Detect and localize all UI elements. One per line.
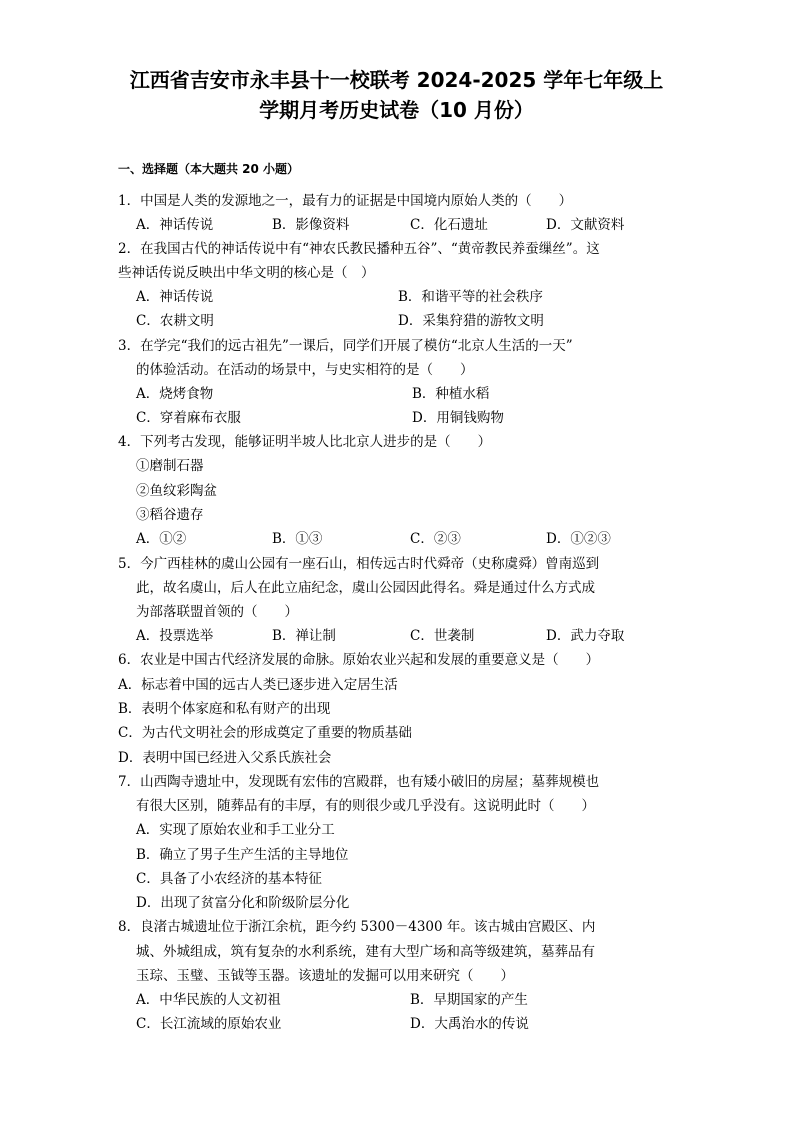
option-d: D．采集狩猎的游牧文明: [398, 313, 544, 329]
item-2: ②鱼纹彩陶盆: [136, 483, 217, 499]
item-3: ③稻谷遗存: [136, 507, 204, 523]
question-stem-cont-2: 玉琮、玉璧、玉钺等玉器。该遗址的发掘可以用来研究（ ）: [136, 968, 514, 984]
option-b: B．表明个体家庭和私有财产的出现: [118, 701, 331, 717]
option-a: A．烧烤食物: [136, 386, 214, 402]
option-c: C．世袭制: [410, 628, 475, 644]
option-a: A．神话传说: [136, 289, 214, 305]
option-a: A．中华民族的人文初祖: [136, 992, 281, 1008]
question-stem-cont-2: 为部落联盟首领的（ ）: [136, 604, 298, 620]
question-stem: 5．今广西桂林的虞山公园有一座石山，相传远古时代舜帝（史称虞舜）曾南巡到: [118, 556, 600, 572]
section-heading: 一、选择题（本大题共 20 小题）: [118, 162, 300, 176]
option-d: D．出现了贫富分化和阶级阶层分化: [136, 895, 350, 911]
option-d: D．用铜钱购物: [412, 410, 504, 426]
option-b: B．种植水稻: [412, 386, 490, 402]
question-stem: 8．良渚古城遗址位于浙江余杭，距今约 5300－4300 年。该古城由宫殿区、内: [118, 919, 596, 935]
option-a: A．神话传说: [136, 217, 214, 233]
option-c: C．穿着麻布衣服: [136, 410, 241, 426]
option-a: A．实现了原始农业和手工业分工: [136, 822, 335, 838]
option-c: C．具备了小农经济的基本特征: [136, 871, 322, 887]
question-stem-cont: 城、外城组成，筑有复杂的水利系统，建有大型广场和高等级建筑，墓葬品有: [136, 944, 595, 960]
question-stem: 3．在学完“我们的远古祖先”一课后，同学们开展了模仿“北京人生活的一天”: [118, 338, 573, 354]
option-c: C．化石遗址: [410, 217, 488, 233]
option-b: B．①③: [272, 531, 323, 547]
option-d: D．武力夺取: [546, 628, 625, 644]
option-c: C．②③: [410, 531, 461, 547]
option-c: C．长江流域的原始农业: [136, 1016, 282, 1032]
item-1: ①磨制石器: [136, 458, 204, 474]
question-stem-cont: 的体验活动。在活动的场景中，与史实相符的是（ ）: [136, 362, 474, 378]
option-b: B．和谐平等的社会秩序: [398, 289, 543, 305]
option-a: A．标志着中国的远古人类已逐步进入定居生活: [118, 677, 398, 693]
question-stem: 1．中国是人类的发源地之一，最有力的证据是中国境内原始人类的（ ）: [118, 193, 573, 209]
option-d: D．表明中国已经进入父系氏族社会: [118, 750, 332, 766]
question-stem: 6．农业是中国古代经济发展的命脉。原始农业兴起和发展的重要意义是（ ）: [118, 652, 600, 668]
question-stem-cont: 此，故名虞山，后人在此立庙纪念，虞山公园因此得名。舜是通过什么方式成: [136, 580, 595, 596]
option-b: B．影像资料: [272, 217, 350, 233]
option-b: B．确立了男子生产生活的主导地位: [136, 847, 349, 863]
question-stem-cont: 有很大区别，随葬品有的丰厚，有的则很少或几乎没有。这说明此时（ ）: [136, 798, 595, 814]
option-a: A．投票选举: [136, 628, 214, 644]
option-a: A．①②: [136, 531, 187, 547]
question-stem: 7．山西陶寺遗址中，发现既有宏伟的宫殿群，也有矮小破旧的房屋；墓葬规模也: [118, 774, 600, 790]
option-c: C．为古代文明社会的形成奠定了重要的物质基础: [118, 725, 412, 741]
title-line-1: 江西省吉安市永丰县十一校联考 2024-2025 学年七年级上: [129, 68, 664, 92]
option-b: B．早期国家的产生: [410, 992, 528, 1008]
option-d: D．大禹治水的传说: [410, 1016, 529, 1032]
question-stem: 2．在我国古代的神话传说中有“神农氏教民播种五谷”、“黄帝教民养蚕缫丝”。这: [118, 241, 600, 257]
question-stem-cont: 些神话传说反映出中华文明的核心是（ ）: [118, 265, 375, 281]
question-stem: 4．下列考古发现，能够证明半坡人比北京人进步的是（ ）: [118, 434, 492, 450]
option-d: D．①②③: [546, 531, 611, 547]
option-d: D．文献资料: [546, 217, 625, 233]
title-line-2: 学期月考历史试卷（10 月份）: [259, 98, 534, 122]
option-b: B．禅让制: [272, 628, 336, 644]
option-c: C．农耕文明: [136, 313, 214, 329]
